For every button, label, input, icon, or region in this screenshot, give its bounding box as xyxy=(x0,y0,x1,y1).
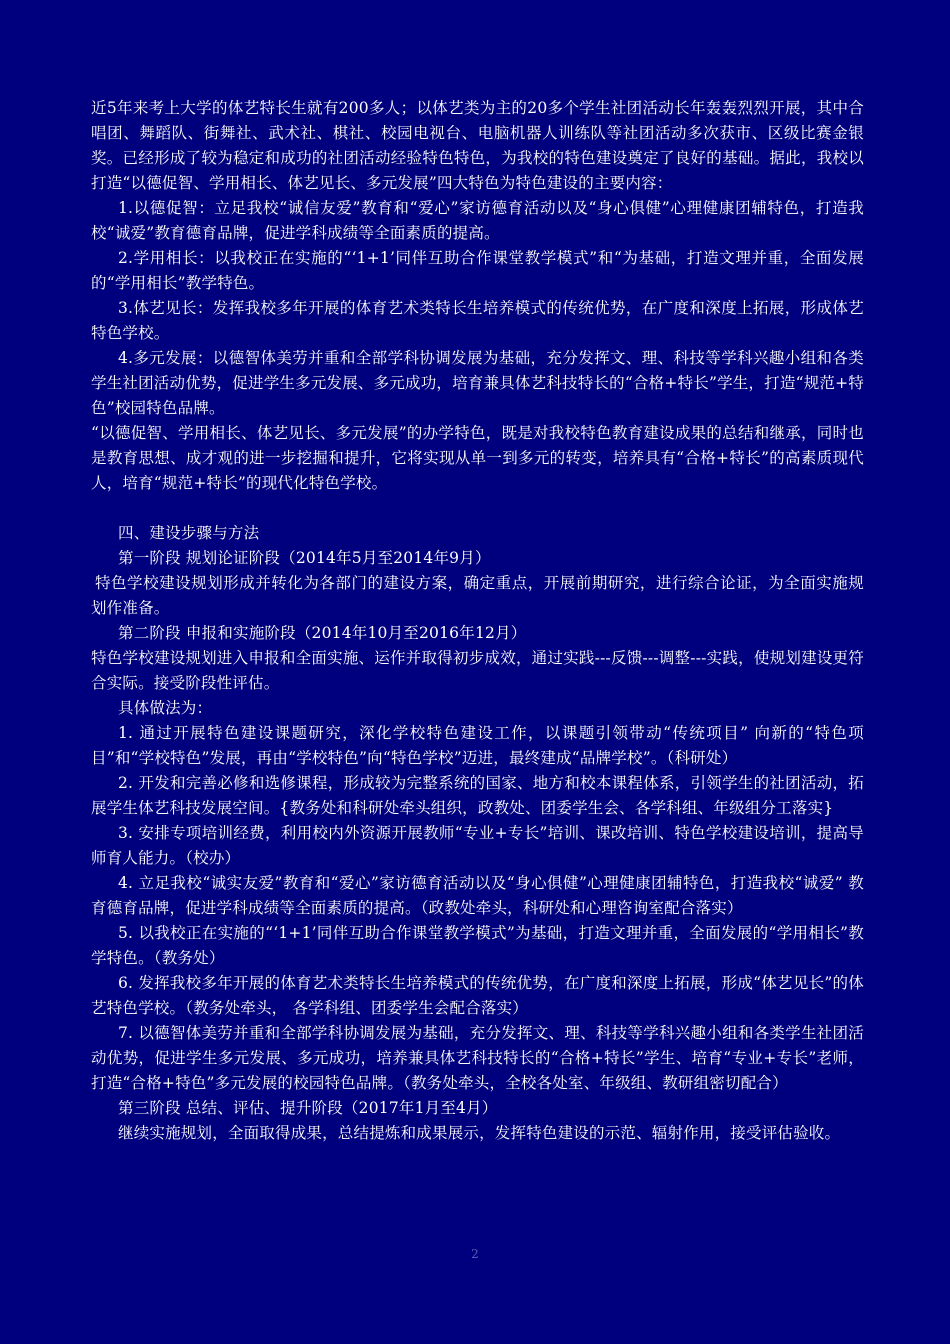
method-item-3: 3. 安排专项培训经费，利用校内外资源开展教师“专业+专长”培训、课改培训、特色学校建设培训，提高导师育人能力。（校办） xyxy=(91,824,864,867)
page-number: 2 xyxy=(471,1247,479,1261)
stage1-text: 特色学校建设规划形成并转化为各部门的建设方案，确定重点，开展前期研究，进行综合论证，为全面实施规划作准备。 xyxy=(91,574,864,617)
section-heading: 四、建设步骤与方法 xyxy=(118,524,260,542)
methods-intro: 具体做法为： xyxy=(118,699,213,717)
method-item-2: 2. 开发和完善必修和选修课程，形成较为完整系统的国家、地方和校本课程体系，引领学生的社团活动，拓展学生体艺科技发展空间。{教务处和科研处牵头组织，政教处、团委学生会、各学科组、年级组分工落实} xyxy=(91,774,864,817)
stage3-text: 继续实施规划，全面取得成果，总结提炼和成果展示，发挥特色建设的示范、辐射作用，接受评估验收。 xyxy=(118,1124,841,1142)
stage2-text: 特色学校建设规划进入申报和全面实施、运作并取得初步成效，通过实践---反馈---调整---实践，使规划建设更符合实际。接受阶段性评估。 xyxy=(91,649,864,692)
feature-item-4: 4.多元发展：以德智体美劳并重和全部学科协调发展为基础，充分发挥文、理、科技等学科兴趣小组和各类学生社团活动优势，促进学生多元发展、多元成功，培育兼具体艺科技特长的“合格+特长”学生，打造“规范+特色”校园特色品牌。 xyxy=(91,349,864,417)
feature-item-3: 3.体艺见长：发挥我校多年开展的体育艺术类特长生培养模式的传统优势，在广度和深度上拓展，形成体艺特色学校。 xyxy=(91,299,864,342)
body-paragraph: 近5年来考上大学的体艺特长生就有200多人；以体艺类为主的20多个学生社团活动长年轰轰烈烈开展，其中合唱团、舞蹈队、街舞社、武术社、棋社、校园电视台、电脑机器人训练队等社团活动多次获市、区级比赛金银奖。已经形成了较为稳定和成功的社团活动经验特色特色，为我校的特色建设奠定了良好的基础。据此，我校以打造“以德促智、学用相长、体艺见长、多元发展”四大特色为特色建设的主要内容： xyxy=(91,99,864,192)
summary-paragraph: “以德促智、学用相长、体艺见长、多元发展”的办学特色，既是对我校特色教育建设成果的总结和继承，同时也是教育思想、成才观的进一步挖掘和提升，它将实现从单一到多元的转变，培养具有“合格+特长”的高素质现代人，培育“规范+特长”的现代化特色学校。 xyxy=(91,424,864,492)
method-item-4: 4. 立足我校“诚实友爱”教育和“爱心”家访德育活动以及“身心俱健”心理健康团辅特色，打造我校“诚爱” 教育德育品牌，促进学科成绩等全面素质的提高。（政教处牵头，科研处和心理咨询室配合落实） xyxy=(91,874,864,917)
method-item-6: 6. 发挥我校多年开展的体育艺术类特长生培养模式的传统优势，在广度和深度上拓展，形成“体艺见长”的体艺特色学校。（教务处牵头， 各学科组、团委学生会配合落实） xyxy=(91,974,864,1017)
feature-item-1: 1.以德促智：立足我校“诚信友爱”教育和“爱心”家访德育活动以及“身心俱健”心理健康团辅特色，打造我校“诚爱”教育德育品牌，促进学科成绩等全面素质的提高。 xyxy=(91,199,864,242)
method-item-1: 1. 通过开展特色建设课题研究，深化学校特色建设工作，以课题引领带动“传统项目” 向新的“特色项目”和“学校特色”发展，再由“学校特色”向“特色学校”迈进，最终建成“品牌学校”。（科研处） xyxy=(91,724,864,767)
spacer xyxy=(91,496,864,521)
stage1-title: 第一阶段 规划论证阶段（2014年5月至2014年9月） xyxy=(118,549,491,567)
method-item-5: 5. 以我校正在实施的“‘1+1’同伴互助合作课堂教学模式”为基础，打造文理并重，全面发展的“学用相长”教学特色。（教务处） xyxy=(91,924,864,967)
stage2-title: 第二阶段 申报和实施阶段（2014年10月至2016年12月） xyxy=(118,624,527,642)
method-item-7: 7. 以德智体美劳并重和全部学科协调发展为基础，充分发挥文、理、科技等学科兴趣小组和各类学生社团活动优势，促进学生多元发展、多元成功，培养兼具体艺科技特长的“合格+特长”学生、培育“专业+专长”老师，打造“合格+特色”多元发展的校园特色品牌。（教务处牵头，全校各处室、年级组、教研组密切配合） xyxy=(91,1024,864,1092)
stage3-title: 第三阶段 总结、评估、提升阶段（2017年1月至4月） xyxy=(118,1099,498,1117)
feature-item-2: 2.学用相长：以我校正在实施的“‘1+1’同伴互助合作课堂教学模式”和“为基础，打造文理并重，全面发展的“学用相长”教学特色。 xyxy=(91,249,864,292)
